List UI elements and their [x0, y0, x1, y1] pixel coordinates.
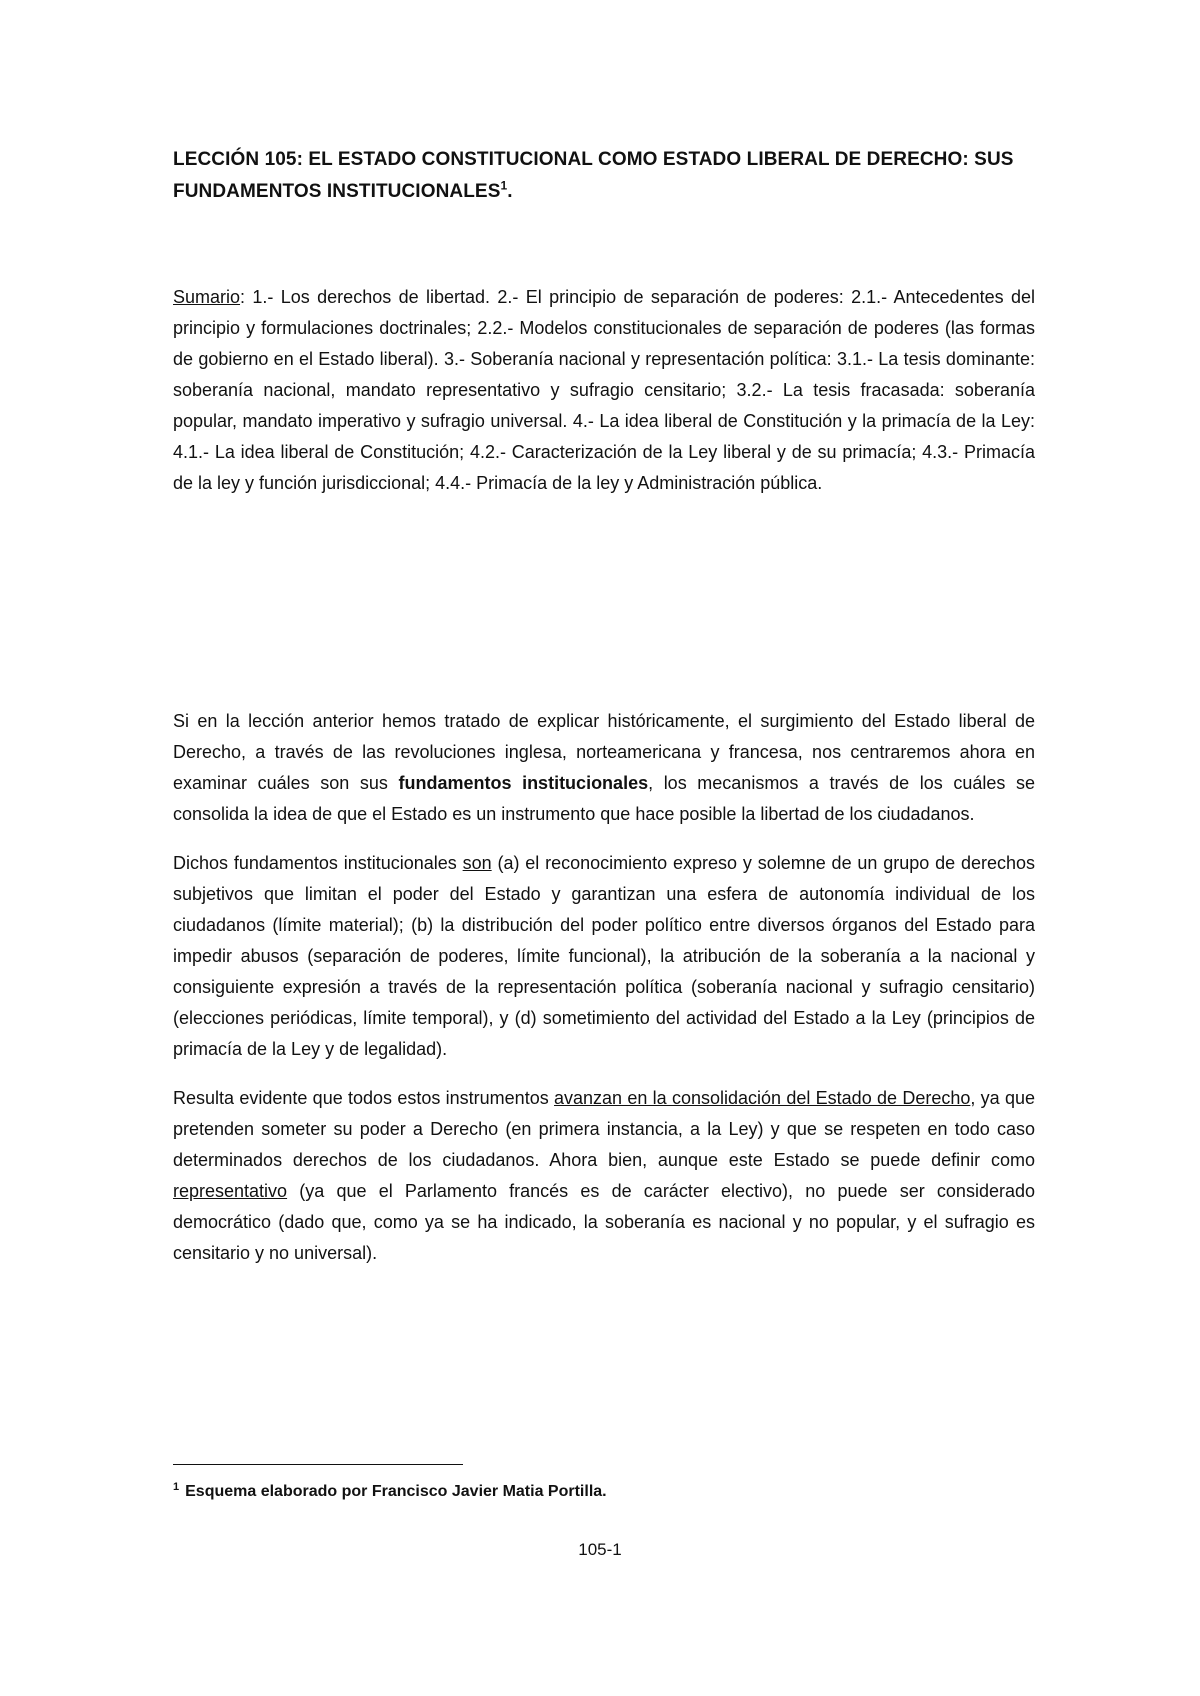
paragraph-1-bold: fundamentos institucionales — [398, 773, 649, 793]
footnote-text: Esquema elaborado por Francisco Javier Matia Portilla. — [185, 1483, 607, 1500]
paragraph-2-underlined: son — [462, 853, 492, 873]
paragraph-3-text-b: , ya que pretenden someter su poder a Derecho (en primera instancia, a la Ley) y que se respeten en todo caso determinados derechos de los ciudadanos. Ahora bien, aunque este Estado se puede definir como — [173, 1088, 1035, 1170]
paragraph-2-text-b: (a) el reconocimiento expreso y solemne de un grupo de derechos subjetivos que limitan el poder del Estado y garantizan una esfera de autonomía individual de los ciudadanos (límite material); (b) la distribución del poder político entre diversos órganos del Estado para impedir abusos (separación de poderes, límite funcional), la atribución de la soberanía a la nacional y consiguiente expresión a través de la representación política (soberanía nacional y sufragio censitario) (elecciones periódicas, límite temporal), y (d) sometimiento del actividad del Estado a la Ley (principios de primacía de la Ley y de legalidad). — [173, 853, 1035, 1059]
paragraph-3-text-c: (ya que el Parlamento francés es de carácter electivo), no puede ser considerado democrático (dado que, como ya se ha indicado, la soberanía es nacional y no popular, y el sufragio es censitario y no universal). — [173, 1181, 1035, 1263]
paragraph-3-underlined-1: avanzan en la consolidación del Estado de Derecho — [554, 1088, 971, 1108]
summary-label: Sumario — [173, 287, 241, 307]
paragraph-3-text-a: Resulta evidente que todos estos instrumentos — [173, 1088, 554, 1108]
page-number: 105-1 — [578, 1540, 622, 1559]
lesson-title — [173, 144, 1035, 208]
paragraph-1-text-a: Si en la lección anterior hemos tratado de explicar históricamente, el surgimiento del Estado liberal de Derecho, a través de las revoluciones inglesa, norteamericana y francesa, nos centraremos ahora en examinar cuáles son sus — [173, 711, 1035, 793]
body-text — [173, 706, 1035, 1287]
lesson-title-text: LECCIÓN 105: EL ESTADO CONSTITUCIONAL COMO ESTADO LIBERAL DE DERECHO: SUS FUNDAMENTOS INSTITUCIONALES — [173, 149, 1014, 202]
paragraph-1 — [173, 706, 1035, 830]
summary-block — [173, 282, 1035, 499]
paragraph-3 — [173, 1083, 1035, 1269]
summary-separator: : — [240, 287, 253, 307]
footnote — [173, 1480, 607, 1504]
paragraph-3-underlined-2: representativo — [173, 1181, 288, 1201]
paragraph-1-text-b: , los mecanismos a través de los cuáles se consolida la idea de que el Estado es un instrumento que hace posible la libertad de los ciudadanos. — [173, 773, 1035, 824]
title-end: . — [507, 181, 513, 202]
footnote-divider — [173, 1464, 463, 1465]
summary-text: 1.- Los derechos de libertad. 2.- El principio de separación de poderes: 2.1.- Antecedentes del principio y formulaciones doctrinales; 2.2.- Modelos constitucionales de separación de poderes (las formas de gobierno en el Estado liberal). 3.- Soberanía nacional y representación política: 3.1.- La tesis dominante: soberanía nacional, mandato representativo y sufragio censitario; 3.2.- La tesis fracasada: soberanía popular, mandato imperativo y sufragio universal. 4.- La idea liberal de Constitución y la primacía de la Ley: 4.1.- La idea liberal de Constitución; 4.2.- Caracterización de la Ley liberal y de su primacía; 4.3.- Primacía de la ley y función jurisdiccional; 4.4.- Primacía de la ley y Administración pública. — [173, 287, 1035, 493]
footnote-mark: 1 — [173, 1480, 180, 1493]
paragraph-2-text-a: Dichos fundamentos institucionales — [173, 853, 463, 873]
paragraph-2 — [173, 848, 1035, 1065]
title-footnote-mark: 1 — [500, 178, 508, 193]
